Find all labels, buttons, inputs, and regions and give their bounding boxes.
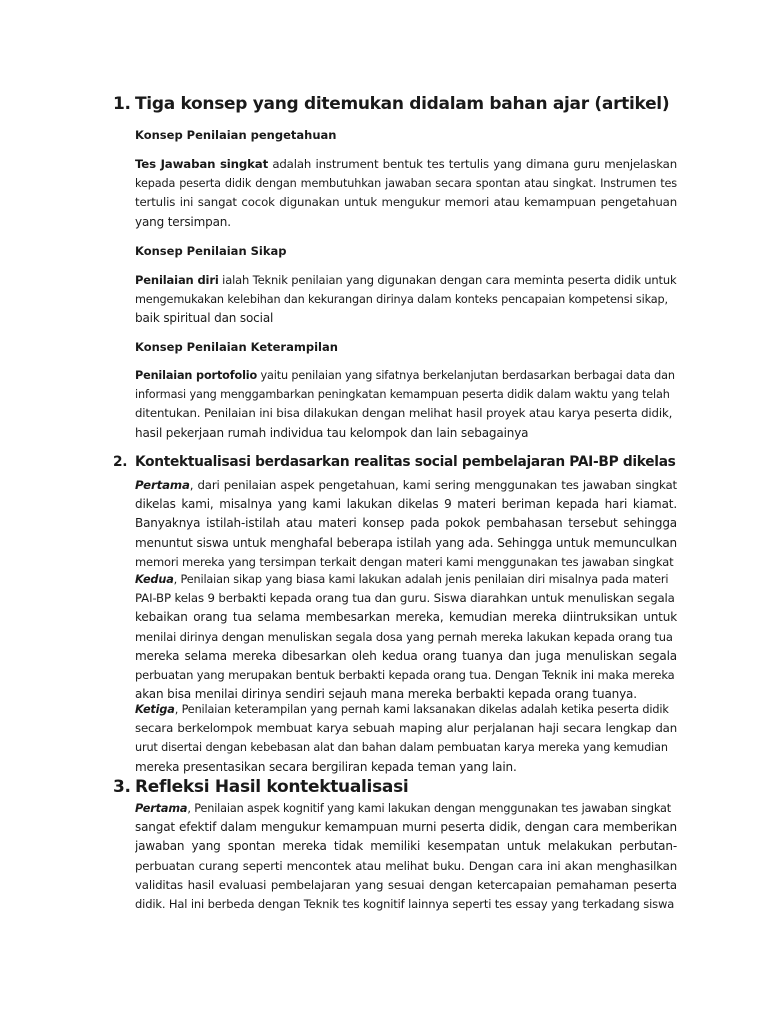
- k3-lead: Penilaian portofolio: [135, 369, 258, 382]
- section-1-heading: [113, 94, 669, 114]
- k1-subheading: Konsep Penilaian pengetahuan: [135, 128, 337, 142]
- section-2-title: Kontektualisasi berdasarkan realitas social pembelajaran PAI-BP dikelas: [135, 454, 676, 470]
- section-2-heading: [113, 454, 676, 470]
- s2-p3-lead: Ketiga: [135, 703, 175, 716]
- k2-paragraph: Penilaian diri ialah Teknik penilaian yang digunakan dengan cara meminta peserta didik untuk mengemukakan kelebihan dan kekurangan dirinya dalam konteks pencapaian kompetensi sikap, baik spiritual dan social: [135, 273, 677, 326]
- section-3-number: 3.: [113, 777, 131, 797]
- section-1-title: Tiga konsep yang ditemukan didalam bahan ajar (artikel): [135, 94, 670, 114]
- k2-subheading: Konsep Penilaian Sikap: [135, 244, 287, 258]
- k1-lead: Tes Jawaban singkat: [135, 157, 269, 171]
- section-3-heading: [113, 777, 408, 797]
- s2-paragraph-2: Kedua, Penilaian sikap yang biasa kami lakukan adalah jenis penilaian diri misalnya pada materi PAI-BP kelas 9 berbakti kepada orang tua dan guru. Siswa diarahkan untuk menuliskan segala kebaikan orang tua selama membesarkan mereka, kemudian mereka diintruksikan untuk menilai dirinya dengan menuliskan segala dosa yang pernah mereka lakukan kepada orang tua mereka selama mereka dibesarkan oleh kedua orang tuanya dan juga menuliskan segala perbuatan yang merupakan bentuk berbakti kepada orang tua. Dengan Teknik ini maka mereka akan bisa menilai dirinya sendiri sejauh mana mereka berbakti kepada orang tuanya.: [135, 573, 677, 702]
- s2-paragraph-1: Pertama, dari penilaian aspek pengetahuan, kami sering menggunakan tes jawaban singkat dikelas kami, misalnya yang kami lakukan dikelas 9 materi beriman kepada hari kiamat. Banyaknya istilah-istilah atau materi konsep pada pokok pembahasan tersebut sehingga menuntut siswa untuk menghafal beberapa istilah yang ada. Sehingga untuk memunculkan memori mereka yang tersimpan terkait dengan materi kami menggunakan tes jawaban singkat: [135, 478, 677, 569]
- s2-p1-lead: Pertama: [135, 478, 190, 492]
- s3-p1-lead: Pertama: [135, 802, 188, 815]
- k3-paragraph: Penilaian portofolio yaitu penilaian yang sifatnya berkelanjutan berdasarkan berbagai data dan informasi yang menggambarkan peningkatan kemampuan peserta didik dalam waktu yang telah ditentukan. Penilaian ini bisa dilakukan dengan melihat hasil proyek atau karya peserta didik, hasil pekerjaan rumah individua tau kelompok dan lain sebagainya: [135, 369, 675, 440]
- s3-paragraph-1: Pertama, Penilaian aspek kognitif yang kami lakukan dengan menggunakan tes jawaban singkat sangat efektif dalam mengukur kemampuan murni peserta didik, dengan cara memberikan jawaban yang spontan mereka tidak memiliki kesempatan untuk melakukan perbutan- perbuatan curang seperti mencontek atau melihat buku. Dengan cara ini akan menghasilkan validitas hasil evaluasi pembelajaran yang sesuai dengan ketercapaian pemahaman peserta didik. Hal ini berbeda dengan Teknik tes kognitif lainnya seperti tes essay yang terkadang siswa: [135, 802, 677, 911]
- section-3-title: Refleksi Hasil kontektualisasi: [135, 777, 409, 797]
- section-1-number: 1.: [113, 94, 131, 114]
- k1-paragraph: Tes Jawaban singkat adalah instrument bentuk tes tertulis yang dimana guru menjelaskan kepada peserta didik dengan membutuhkan jawaban secara spontan atau singkat. Instrumen tes tertulis ini sangat cocok digunakan untuk mengukur memori atau kemampuan pengetahuan yang tersimpan.: [135, 157, 677, 229]
- k3-subheading: Konsep Penilaian Keterampilan: [135, 340, 338, 354]
- s2-paragraph-3: Ketiga, Penilaian keterampilan yang pernah kami laksanakan dikelas adalah ketika peserta didik secara berkelompok membuat karya sebuah maping alur perjalanan haji secara lengkap dan urut disertai dengan kebebasan alat dan bahan dalam pembuatan karya mereka yang kemudian mereka presentasikan secara bergiliran kepada teman yang lain.: [135, 703, 677, 774]
- k2-lead: Penilaian diri: [135, 273, 219, 287]
- s2-p2-lead: Kedua: [135, 573, 174, 586]
- section-2-number: 2.: [113, 454, 128, 470]
